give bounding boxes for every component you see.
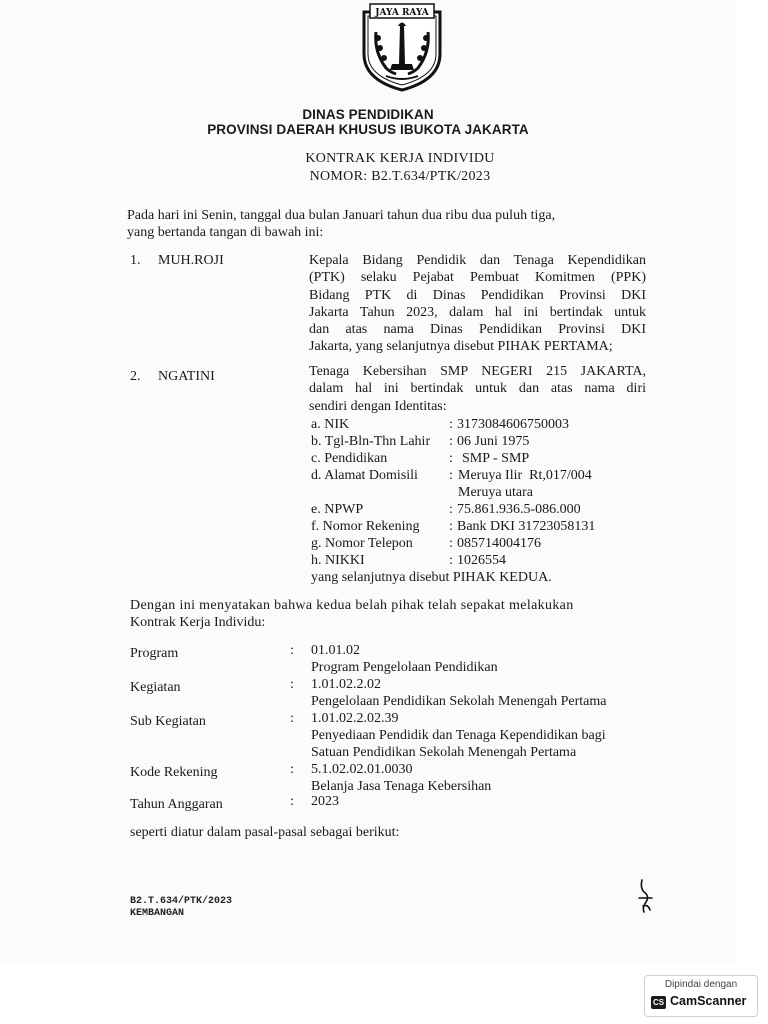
watermark-caption: Dipindai dengan (664, 979, 738, 990)
party1-desc-line: Jakarta, yang selanjutnya disebut PIHAK PERTAMA; (309, 339, 613, 355)
footer-ref-number: B2.T.634/PTK/2023 (130, 896, 233, 907)
agency-name-line2: PROVINSI DAERAH KHUSUS IBUKOTA JAKARTA (207, 122, 529, 137)
agreement-line-2: Kontrak Kerja Individu: (130, 615, 266, 630)
party2-desc-line: Tenaga Kebersihan SMP NEGERI 215 JAKARTA, (309, 364, 646, 379)
intro-line-1: Pada hari ini Senin, tanggal dua bulan Januari tahun dua ribu dua puluh tiga, (127, 208, 556, 223)
identity-label: h. NIKKI (311, 553, 365, 568)
identity-sep: : (449, 434, 453, 449)
scan-margin-right (736, 0, 768, 1024)
identity-label: b. Tgl-Bln-Thn Lahir (311, 434, 431, 449)
budget-code: 01.01.02 (311, 643, 360, 658)
watermark-brand: CamScanner (670, 994, 747, 1008)
budget-code: 2023 (311, 794, 339, 809)
party1-desc-line: Bidang PTK di Dinas Pendidikan Provinsi DKI (309, 287, 646, 303)
party1-desc-line: dan atas nama Dinas Pendidikan Provinsi DKI (309, 322, 646, 338)
identity-label: d. Alamat Domisili (311, 468, 418, 483)
jakarta-emblem-logo (360, 2, 444, 92)
budget-label: Sub Kegiatan (130, 714, 206, 729)
party1-desc-line: Kepala Bidang Pendidik dan Tenaga Kependidikan (309, 253, 646, 268)
contract-number: NOMOR: B2.T.634/PTK/2023 (309, 169, 491, 184)
budget-desc: Satuan Pendidikan Sekolah Menengah Pertama (311, 745, 577, 760)
identity-sep: : (449, 502, 453, 517)
footer-reference (130, 896, 232, 920)
identity-value: Meruya utara (458, 485, 534, 500)
agency-name-line1: DINAS PENDIDIKAN (302, 107, 434, 122)
identity-label: c. Pendidikan (311, 451, 388, 466)
budget-desc: Penyediaan Pendidik dan Tenaga Kependidikan bagi (311, 728, 606, 743)
identity-label: f. Nomor Rekening (311, 519, 420, 534)
budget-desc: Program Pengelolaan Pendidikan (311, 660, 498, 675)
agreement-line-1: Dengan ini menyatakan bahwa kedua belah pihak telah sepakat melakukan (130, 598, 574, 613)
intro-line-2: yang bertanda tangan di bawah ini: (127, 225, 324, 240)
identity-label: g. Nomor Telepon (311, 536, 413, 551)
identity-sep: : (449, 417, 453, 432)
budget-label: Program (130, 646, 179, 661)
emblem-motto: JAYA RAYA (375, 8, 429, 18)
budget-label: Tahun Anggaran (130, 797, 223, 812)
contract-title: KONTRAK KERJA INDIVIDU (305, 151, 495, 166)
party1-name: MUH.ROJI (158, 253, 224, 268)
party1-desc-line: Jakarta Tahun 2023, dalam hal ini bertindak untuk (309, 304, 646, 320)
identity-value: 3173084606750003 (457, 417, 569, 432)
party2-desc-line: dalam hal ini bertindak untuk dan atas nama diri (309, 381, 646, 397)
identity-sep: : (449, 536, 453, 551)
budget-label: Kegiatan (130, 680, 181, 695)
party1-description (309, 252, 646, 356)
identity-value: 085714004176 (457, 536, 541, 551)
budget-sep: : (290, 794, 294, 809)
camscanner-watermark (644, 975, 758, 1017)
party2-name: NGATINI (158, 369, 215, 384)
footer-ref-location: KEMBANGAN (130, 908, 185, 919)
identity-value: SMP - SMP (462, 451, 530, 466)
budget-sep: : (290, 711, 294, 726)
budget-sep: : (290, 643, 294, 658)
identity-label: e. NPWP (311, 502, 364, 517)
party2-closing: yang selanjutnya disebut PIHAK KEDUA. (311, 570, 552, 585)
identity-value: Bank DKI 31723058131 (457, 519, 596, 534)
party1-desc-line: (PTK) selaku Pejabat Pembuat Komitmen (PPK) (309, 270, 646, 286)
identity-value: 75.861.936.5-086.000 (457, 502, 581, 517)
identity-sep: : (449, 519, 453, 534)
party1-number: 1. (130, 253, 141, 268)
budget-desc: Belanja Jasa Tenaga Kebersihan (311, 779, 492, 794)
party2-number: 2. (130, 369, 141, 384)
camscanner-logo-icon: CS (652, 998, 665, 1007)
closing-line: seperti diatur dalam pasal-pasal sebagai berikut: (130, 825, 400, 840)
budget-desc: Pengelolaan Pendidikan Sekolah Menengah Pertama (311, 694, 607, 709)
identity-value: Meruya Ilir Rt,017/004 (458, 468, 592, 483)
party2-description (309, 363, 646, 415)
identity-sep: : (449, 468, 453, 483)
identity-sep: : (449, 553, 453, 568)
budget-code: 5.1.02.02.01.0030 (311, 762, 413, 777)
budget-label: Kode Rekening (130, 765, 218, 780)
initial-signature (634, 878, 658, 914)
identity-sep: : (449, 451, 453, 466)
identity-label: a. NIK (311, 417, 350, 432)
budget-sep: : (290, 762, 294, 777)
party2-desc-line: sendiri dengan Identitas: (309, 398, 447, 414)
identity-value: 06 Juni 1975 (457, 434, 530, 449)
identity-value: 1026554 (457, 553, 506, 568)
budget-code: 1.01.02.2.02.39 (311, 711, 399, 726)
budget-code: 1.01.02.2.02 (311, 677, 381, 692)
budget-sep: : (290, 677, 294, 692)
